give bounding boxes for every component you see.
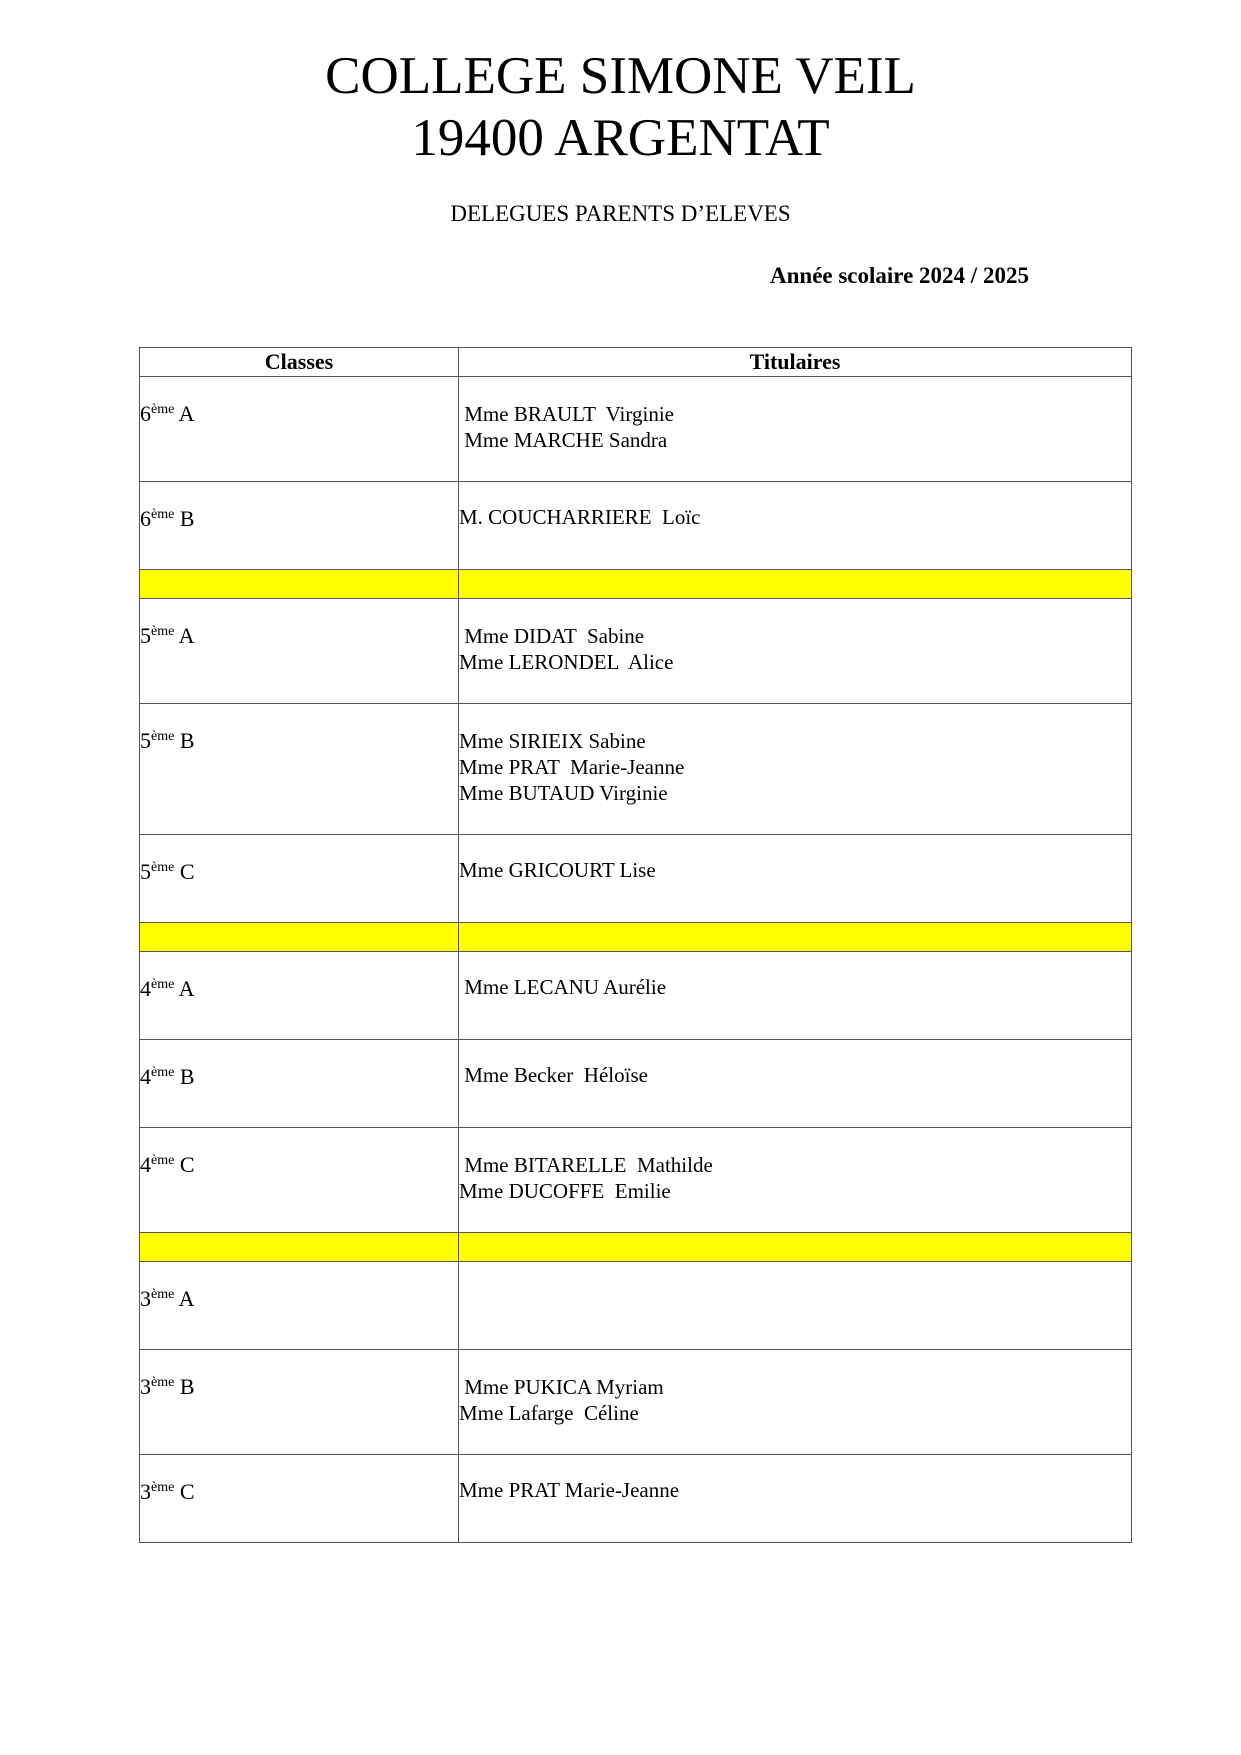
class-grade: 3: [140, 1374, 151, 1399]
titulaires-cell: [459, 952, 1132, 1040]
class-grade-suffix: ème: [151, 860, 175, 875]
separator-cell: [140, 1233, 459, 1262]
class-grade: 4: [140, 976, 151, 1001]
class-grade: 4: [140, 1064, 151, 1089]
table-row: [140, 952, 1132, 1040]
titulaires-cell: [459, 1128, 1132, 1233]
titulaires-cell: [459, 1040, 1132, 1128]
titulaires-cell: [459, 704, 1132, 835]
table-row: [140, 1128, 1132, 1233]
class-cell: [140, 952, 459, 1040]
table-row: [140, 482, 1132, 570]
class-cell: [140, 835, 459, 923]
delegate-name: Mme DIDAT Sabine: [459, 624, 645, 648]
separator-cell: [459, 1233, 1132, 1262]
class-section: B: [179, 506, 195, 531]
document-subtitle: DELEGUES PARENTS D’ELEVES: [450, 201, 791, 226]
titulaires-cell: [459, 377, 1132, 482]
delegate-name: Mme DUCOFFE Emilie: [459, 1179, 671, 1203]
delegate-name: Mme BRAULT Virginie: [459, 402, 674, 426]
class-cell: [140, 1350, 459, 1455]
delegate-name: Mme GRICOURT Lise: [459, 858, 656, 882]
table-row: [140, 835, 1132, 923]
class-grade: 6: [140, 506, 151, 531]
class-section: A: [178, 976, 195, 1001]
class-grade-suffix: ème: [151, 507, 175, 522]
class-section: C: [179, 1479, 195, 1504]
table-row: [140, 1455, 1132, 1543]
class-cell: [140, 1040, 459, 1128]
class-cell: [140, 1262, 459, 1350]
titulaires-cell: [459, 482, 1132, 570]
class-cell: [140, 482, 459, 570]
delegate-name: Mme LERONDEL Alice: [459, 650, 674, 674]
table-body: [140, 377, 1132, 1543]
class-grade-suffix: ème: [151, 1153, 175, 1168]
separator-row: [140, 923, 1132, 952]
delegates-table: [139, 347, 1132, 1543]
class-grade: 6: [140, 401, 151, 426]
class-grade: 5: [140, 623, 151, 648]
class-grade: 5: [140, 859, 151, 884]
class-section: B: [179, 1374, 195, 1399]
table-row: [140, 704, 1132, 835]
column-header-titulaires: Titulaires: [459, 348, 1132, 377]
delegate-name: Mme MARCHE Sandra: [459, 428, 668, 452]
class-grade: 3: [140, 1286, 151, 1311]
school-year: Année scolaire 2024 / 2025: [770, 263, 1029, 288]
table-row: [140, 599, 1132, 704]
class-section: C: [179, 1152, 195, 1177]
titulaires-cell: [459, 599, 1132, 704]
school-name: COLLEGE SIMONE VEIL: [325, 47, 916, 105]
delegate-name: Mme PRAT Marie-Jeanne: [459, 755, 685, 779]
table-row: [140, 377, 1132, 482]
titulaires-cell: [459, 835, 1132, 923]
class-section: B: [179, 1064, 195, 1089]
separator-row: [140, 570, 1132, 599]
class-grade-suffix: ème: [151, 1065, 175, 1080]
delegate-name: Mme LECANU Aurélie: [459, 975, 667, 999]
class-grade: 4: [140, 1152, 151, 1177]
table-row: [140, 1040, 1132, 1128]
table-header-row: [140, 348, 1132, 377]
class-section: B: [179, 728, 195, 753]
class-section: C: [179, 859, 195, 884]
delegate-name: Mme BUTAUD Virginie: [459, 781, 668, 805]
delegate-name: Mme BITARELLE Mathilde: [459, 1153, 713, 1177]
class-cell: [140, 704, 459, 835]
class-section: A: [178, 623, 195, 648]
class-cell: [140, 599, 459, 704]
column-header-classes: Classes: [140, 348, 459, 377]
separator-cell: [459, 923, 1132, 952]
titulaires-cell: [459, 1262, 1132, 1350]
separator-cell: [459, 570, 1132, 599]
delegate-name: Mme SIRIEIX Sabine: [459, 729, 646, 753]
separator-cell: [140, 923, 459, 952]
table-row: [140, 1262, 1132, 1350]
class-section: A: [178, 1286, 195, 1311]
class-cell: [140, 1128, 459, 1233]
class-grade: 3: [140, 1479, 151, 1504]
class-grade-suffix: ème: [151, 402, 175, 417]
delegate-name: Mme Lafarge Céline: [459, 1401, 639, 1425]
delegate-name: Mme Becker Héloïse: [459, 1063, 648, 1087]
school-city: 19400 ARGENTAT: [411, 109, 830, 167]
separator-cell: [140, 570, 459, 599]
class-grade-suffix: ème: [151, 1480, 175, 1495]
class-grade-suffix: ème: [151, 729, 175, 744]
class-grade: 5: [140, 728, 151, 753]
class-grade-suffix: ème: [151, 1375, 175, 1390]
titulaires-cell: [459, 1350, 1132, 1455]
class-section: A: [178, 401, 195, 426]
delegate-name: M. COUCHARRIERE Loïc: [459, 505, 701, 529]
table-row: [140, 1350, 1132, 1455]
class-cell: [140, 377, 459, 482]
delegate-name: Mme PUKICA Myriam: [459, 1375, 664, 1399]
class-cell: [140, 1455, 459, 1543]
titulaires-cell: [459, 1455, 1132, 1543]
class-grade-suffix: ème: [151, 1287, 175, 1302]
separator-row: [140, 1233, 1132, 1262]
delegate-name: Mme PRAT Marie-Jeanne: [459, 1478, 680, 1502]
class-grade-suffix: ème: [151, 624, 175, 639]
class-grade-suffix: ème: [151, 977, 175, 992]
